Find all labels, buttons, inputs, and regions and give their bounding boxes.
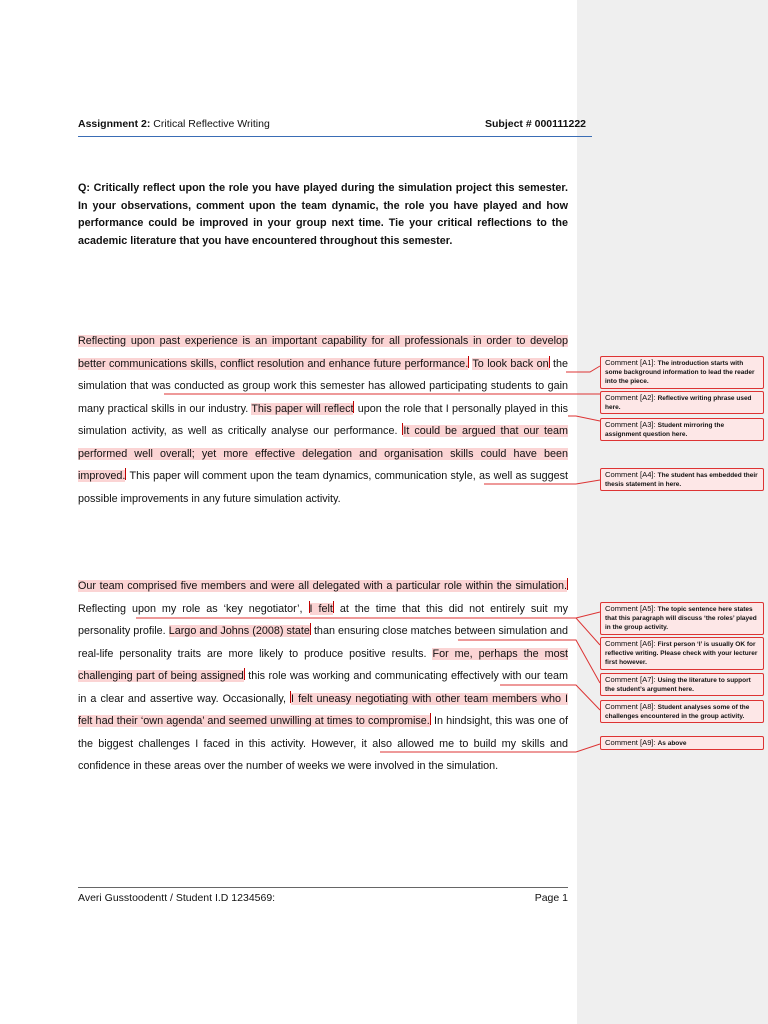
highlight-a8[interactable]: For me, perhaps the most challenging part of being assigned	[78, 647, 569, 682]
comment-a1-ref: Comment [A1]:	[605, 358, 656, 367]
comment-a2-text: Reflective writing phrase used here.	[605, 395, 752, 412]
comment-anchor-a3	[353, 401, 354, 413]
highlight-a2[interactable]: To look back on	[472, 357, 549, 370]
assignment-question: Q: Critically reflect upon the role you have played during the simulation project this semester. In your observations, comment upon the team dynamic, the role you have played and how performance could be improved in your group next time. Tie your critical reflections to the academic literature that you have encountered throughout this semester.	[78, 182, 568, 247]
highlight-a9[interactable]: I felt uneasy negotiating with other team members who I felt had their ‘own agenda’ and seemed unwilling at times to compromise.	[78, 692, 568, 727]
comment-a6[interactable]	[600, 637, 764, 670]
highlight-a7[interactable]: Largo and Johns (2008) state	[168, 625, 310, 637]
comment-a8-text: Student analyses some of the challenges encountered in the group activity.	[605, 704, 750, 721]
comment-a3-text: Student mirroring the assignment question here.	[605, 422, 725, 439]
comment-a7-ref: Comment [A7]:	[605, 675, 656, 684]
comment-anchor-a4	[125, 468, 126, 480]
highlight-a6[interactable]: I felt	[309, 602, 333, 615]
comment-a9-text: As above	[657, 740, 687, 747]
paragraph-2-text: at the time that this did not entirely suit my personality profile.	[78, 602, 569, 637]
footer-page-number: Page 1	[534, 892, 568, 904]
comment-anchor-a1	[468, 356, 469, 368]
comment-a9[interactable]	[600, 736, 764, 750]
highlight-a5[interactable]: Our team comprised five members and were all delegated with a particular role within the simulation.	[78, 580, 567, 592]
header-subject: Subject # 000111222	[485, 118, 586, 130]
comment-a1-text: The introduction starts with some background information to lead the reader into the piece.	[605, 360, 755, 386]
comment-a7[interactable]	[600, 673, 764, 696]
paragraph-1-text: This paper will comment upon the team dynamics, communication style, as well as suggest possible improvements in any future simulation activity.	[78, 470, 568, 505]
paragraph-1	[78, 330, 568, 510]
comment-a5-ref: Comment [A5]:	[605, 604, 656, 613]
comment-a8-ref: Comment [A8]:	[605, 702, 656, 711]
highlight-a4[interactable]: It could be argued that our team performed well overall; yet more effective delegation and organisation skills could have been improved.	[78, 425, 569, 482]
footer-author: Averi Gusstoodentt / Student I.D 1234569:	[78, 892, 276, 904]
footer-rule	[78, 887, 568, 888]
comment-a5-text: The topic sentence here states that this paragraph will discuss ‘the roles’ played in the group activity.	[605, 606, 757, 632]
comment-anchor-a8	[244, 668, 245, 680]
comment-a7-text: Using the literature to support the student’s argument here.	[605, 677, 751, 694]
comment-a2-ref: Comment [A2]:	[605, 393, 656, 402]
comment-a6-text: First person ‘I’ is usually OK for reflective writing. Please check with your lecturer first however.	[605, 641, 758, 667]
comment-a3-ref: Comment [A3]:	[605, 420, 656, 429]
comment-anchor-a6	[333, 601, 334, 613]
comment-a3[interactable]	[600, 418, 764, 441]
paragraph-2-text: than ensuring close matches between simulation and real-life personality traits are more likely to produce positive results.	[78, 625, 569, 660]
highlight-a1[interactable]: Reflecting upon past experience is an important capability for all professionals in order to develop better communications skills, conflict resolution and enhance future performance.	[78, 335, 568, 370]
comment-a2[interactable]	[600, 391, 764, 414]
header-assignment-title: Critical Reflective Writing	[153, 118, 270, 130]
highlight-a3[interactable]: This paper will reflect	[251, 402, 354, 415]
comment-a6-ref: Comment [A6]:	[605, 639, 656, 648]
comment-a9-ref: Comment [A9]:	[605, 738, 656, 747]
comment-anchor-a9	[430, 713, 431, 725]
comment-anchor-a7	[310, 623, 311, 635]
comment-anchor-a5	[567, 578, 568, 590]
header-assignment-label: Assignment 2:	[78, 118, 151, 130]
comment-a4-ref: Comment [A4]:	[605, 470, 656, 479]
paragraph-1-text: upon the role that I personally played in this simulation activity, as well as critically analyse our performance.	[78, 402, 568, 437]
paragraph-2-text: Reflecting upon my role as ‘key negotiator’,	[78, 602, 303, 615]
paragraph-2-text: In hindsight, this was one of the biggest challenges I faced in this activity. However, it also allowed me to build my skills and confidence in these areas over the number of weeks we were involved in the simulation.	[78, 715, 568, 772]
paragraph-2-text: this role was working and communicating effectively with our team in a clear and assertive way. Occasionally,	[78, 670, 569, 705]
header-assignment	[78, 118, 270, 130]
comment-a1[interactable]	[600, 356, 764, 389]
comment-a4[interactable]	[600, 468, 764, 491]
comment-a4-text: The student has embedded their thesis statement in here.	[605, 472, 758, 489]
header-rule	[78, 136, 592, 137]
comment-anchor-a2	[549, 356, 550, 368]
comment-a5[interactable]	[600, 602, 764, 635]
paragraph-1-text: the simulation that was conducted as group work this semester has allowed participating students to gain many practical skills in our industry.	[78, 357, 569, 415]
comment-margin-pane	[577, 0, 768, 1024]
paragraph-2	[78, 575, 568, 778]
comment-a8[interactable]	[600, 700, 764, 723]
